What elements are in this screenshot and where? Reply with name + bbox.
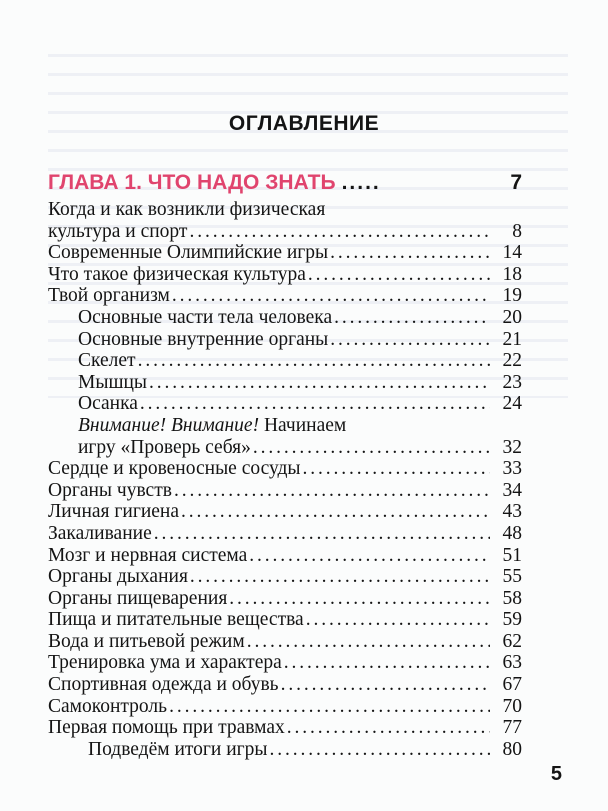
- toc-entry-title: Основные внутренние органы: [78, 328, 329, 350]
- toc-entry[interactable]: [48, 285, 522, 307]
- leader-dots: [149, 372, 490, 394]
- chapter-entry[interactable]: [48, 171, 522, 195]
- leader-dots: [140, 393, 490, 415]
- toc-entry-page: 23: [502, 371, 522, 393]
- toc-entry-title: Спортивная одежда и обувь: [48, 674, 279, 696]
- toc-entry-title: Твой организм: [48, 285, 170, 307]
- toc-entry-page: 62: [502, 630, 522, 652]
- toc-entry-title: Первая помощь при травмах: [48, 717, 285, 739]
- leader-dots: [249, 545, 490, 567]
- toc-entry-title: Скелет: [78, 350, 136, 372]
- toc-entry[interactable]: [48, 696, 522, 718]
- toc-subentry[interactable]: [48, 307, 522, 329]
- toc-entry-page: 70: [502, 695, 522, 717]
- toc-entry[interactable]: [48, 221, 522, 243]
- toc-entry-title: Вода и питьевой режим: [48, 630, 245, 652]
- toc-entry-title: Сердце и кровеносные сосуды: [48, 458, 301, 480]
- toc-entry-page: 80: [502, 738, 522, 760]
- toc-entry-title: Осанка: [78, 393, 138, 415]
- toc-entry[interactable]: [48, 631, 522, 653]
- toc-entry-page: 34: [502, 479, 522, 501]
- toc-entry-page: 51: [502, 544, 522, 566]
- toc-subentry[interactable]: [48, 372, 522, 394]
- toc-entry-title: Мышцы: [78, 371, 147, 393]
- leader-dots: [287, 717, 490, 739]
- toc-entry-title: Что такое физическая культура: [48, 263, 306, 285]
- toc-entry-page: 8: [512, 220, 522, 242]
- toc-entry-page: 67: [502, 674, 522, 696]
- leader-dots: [190, 566, 490, 588]
- toc-entry-title: Тренировка ума и характера: [48, 652, 282, 674]
- toc-entry-page: 63: [502, 652, 522, 674]
- toc-entry-page: 21: [502, 328, 522, 350]
- leader-dots: [138, 350, 490, 372]
- toc-entry-page: 22: [502, 350, 522, 372]
- leader-dots: [247, 631, 490, 653]
- toc-entry-title: Основные части тела человека: [78, 306, 333, 328]
- leader-dots: [334, 307, 490, 329]
- toc-entry-title: Закаливание: [48, 522, 152, 544]
- toc-entry[interactable]: [48, 458, 522, 480]
- toc-entry-page: 33: [502, 458, 522, 480]
- toc-entry-title: Органы дыхания: [48, 566, 188, 588]
- toc-entry[interactable]: [48, 264, 522, 286]
- leader-dots: [303, 458, 490, 480]
- toc-entry-line1: [48, 415, 522, 437]
- table-of-contents: [48, 199, 522, 760]
- toc-entry[interactable]: [48, 242, 522, 264]
- toc-subentry[interactable]: [48, 393, 522, 415]
- leader-dots: [330, 242, 490, 264]
- leader-dots: [281, 674, 490, 696]
- page-title: ОГЛАВЛЕНИЕ: [228, 112, 380, 135]
- toc-entry-title: Органы пищеварения: [48, 587, 228, 609]
- toc-entry-page: 19: [502, 285, 522, 307]
- toc-entry-title: Современные Олимпийские игры: [48, 242, 329, 264]
- toc-entry-page: 32: [502, 436, 522, 458]
- toc-entry-title: Органы чувств: [48, 479, 172, 501]
- toc-entry-title: Личная гигиена: [48, 501, 180, 523]
- toc-entry-page: 20: [502, 306, 522, 328]
- chapter-leader-dots: .....: [341, 171, 381, 194]
- leader-dots: [169, 696, 490, 718]
- leader-dots: [306, 609, 490, 631]
- leader-dots: [229, 588, 490, 610]
- toc-subentry[interactable]: [48, 739, 522, 761]
- leader-dots: [189, 221, 490, 243]
- toc-entry-page: 58: [502, 587, 522, 609]
- toc-entry-page: 14: [502, 242, 522, 264]
- page-number: 5: [550, 763, 562, 785]
- toc-entry-title: игру «Проверь себя»: [78, 436, 251, 458]
- attention-rest-text: Начинаем: [259, 414, 347, 436]
- toc-entry-page: 43: [502, 501, 522, 523]
- chapter-page-number: 7: [510, 171, 522, 194]
- toc-subentry[interactable]: [48, 329, 522, 351]
- chapter-title: ГЛАВА 1. ЧТО НАДО ЗНАТЬ: [48, 171, 336, 194]
- toc-subentry[interactable]: [48, 437, 522, 459]
- toc-entry[interactable]: [48, 501, 522, 523]
- attention-italic-text: Внимание! Внимание!: [78, 414, 260, 436]
- toc-entry-page: 24: [502, 393, 522, 415]
- toc-entry[interactable]: [48, 652, 522, 674]
- leader-dots: [270, 739, 490, 761]
- toc-entry[interactable]: [48, 609, 522, 631]
- toc-entry-title: культура и спорт: [48, 220, 188, 242]
- toc-entry-page: 48: [502, 522, 522, 544]
- toc-entry[interactable]: [48, 566, 522, 588]
- toc-entry-title: Самоконтроль: [48, 695, 168, 717]
- leader-dots: [174, 480, 490, 502]
- toc-subentry[interactable]: [48, 350, 522, 372]
- leader-dots: [308, 264, 490, 286]
- toc-entry-page: 55: [502, 566, 522, 588]
- toc-entry-page: 18: [502, 263, 522, 285]
- leader-dots: [253, 437, 490, 459]
- toc-entry[interactable]: [48, 674, 522, 696]
- toc-entry-page: 77: [502, 717, 522, 739]
- toc-entry-title: Пища и питательные вещества: [48, 609, 304, 631]
- toc-entry-title: Подведём итоги игры: [88, 738, 268, 760]
- leader-dots: [330, 329, 490, 351]
- toc-entry[interactable]: [48, 588, 522, 610]
- toc-entry[interactable]: [48, 545, 522, 567]
- leader-dots: [172, 285, 490, 307]
- leader-dots: [154, 523, 490, 545]
- toc-entry[interactable]: [48, 480, 522, 502]
- toc-entry-title: Мозг и нервная система: [48, 544, 248, 566]
- toc-entry-line1: Когда и как возникли физическая: [48, 199, 326, 220]
- toc-entry[interactable]: [48, 717, 522, 739]
- leader-dots: [181, 501, 490, 523]
- toc-entry-page: 59: [502, 609, 522, 631]
- leader-dots: [284, 652, 490, 674]
- toc-entry[interactable]: [48, 523, 522, 545]
